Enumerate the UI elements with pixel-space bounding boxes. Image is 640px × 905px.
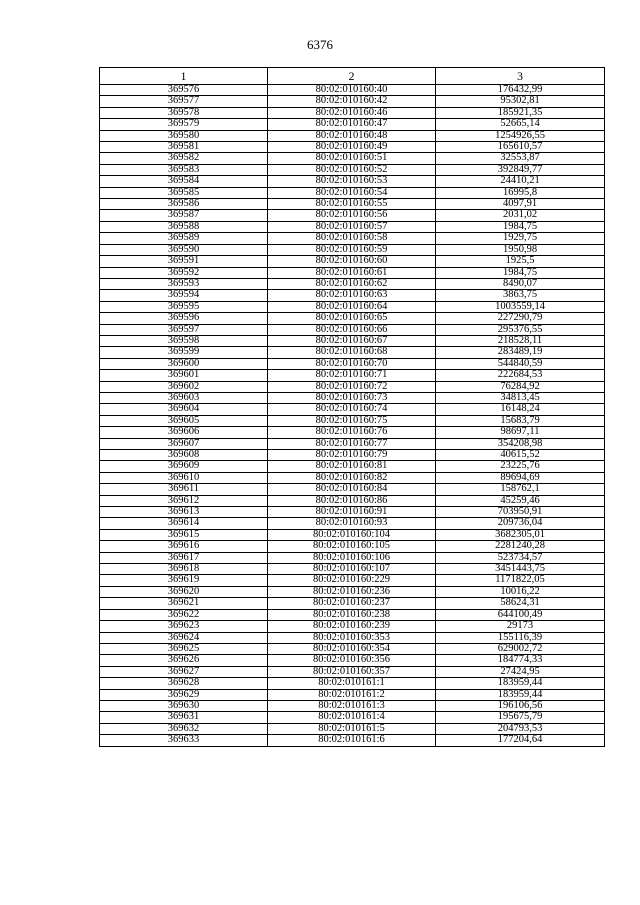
cadastral-number-cell: 80:02:010160:40 [268,85,436,96]
table-row [100,735,605,746]
table-row [100,643,605,654]
cadastral-number-cell: 80:02:010160:54 [268,187,436,198]
row-number-cell: 369597 [100,324,268,335]
table-row [100,164,605,175]
value-cell: 16148,24 [436,404,605,415]
cadastral-number-cell: 80:02:010160:75 [268,415,436,426]
value-cell: 8490,07 [436,278,605,289]
row-number-cell: 369628 [100,678,268,689]
table-row [100,221,605,232]
row-number-cell: 369598 [100,335,268,346]
row-number-cell: 369591 [100,256,268,267]
table-row [100,518,605,529]
row-number-cell: 369630 [100,700,268,711]
value-cell: 283489,19 [436,347,605,358]
value-cell: 1254926,55 [436,130,605,141]
value-cell: 23225,76 [436,461,605,472]
value-cell: 629002,72 [436,643,605,654]
cadastral-number-cell: 80:02:010160:238 [268,609,436,620]
value-cell: 1171822,05 [436,575,605,586]
column-header-2: 2 [268,68,436,85]
value-cell: 15683,79 [436,415,605,426]
cadastral-number-cell: 80:02:010160:58 [268,233,436,244]
row-number-cell: 369606 [100,427,268,438]
table-row [100,484,605,495]
cadastral-number-cell: 80:02:010160:107 [268,564,436,575]
table-row [100,324,605,335]
value-cell: 644100,49 [436,609,605,620]
row-number-cell: 369611 [100,484,268,495]
cadastral-number-cell: 80:02:010160:105 [268,541,436,552]
row-number-cell: 369626 [100,655,268,666]
registry-table [99,67,605,747]
table-row [100,358,605,369]
row-number-cell: 369603 [100,392,268,403]
value-cell: 177204,64 [436,735,605,746]
value-cell: 227290,79 [436,313,605,324]
table-header-row [100,68,605,85]
value-cell: 392849,77 [436,164,605,175]
cadastral-number-cell: 80:02:010161:2 [268,689,436,700]
table-row [100,176,605,187]
value-cell: 222684,53 [436,370,605,381]
table-row [100,495,605,506]
cadastral-number-cell: 80:02:010160:91 [268,507,436,518]
table-row [100,461,605,472]
value-cell: 1929,75 [436,233,605,244]
table-row [100,107,605,118]
value-cell: 196106,56 [436,700,605,711]
column-header-1: 1 [100,68,268,85]
cadastral-number-cell: 80:02:010160:74 [268,404,436,415]
value-cell: 1003559,14 [436,301,605,312]
cadastral-number-cell: 80:02:010160:239 [268,621,436,632]
column-header-3: 3 [436,68,605,85]
cadastral-number-cell: 80:02:010160:77 [268,438,436,449]
table-row [100,552,605,563]
row-number-cell: 369617 [100,552,268,563]
value-cell: 209736,04 [436,518,605,529]
table-row [100,199,605,210]
cadastral-number-cell: 80:02:010161:1 [268,678,436,689]
table-row [100,586,605,597]
row-number-cell: 369587 [100,210,268,221]
value-cell: 1925,5 [436,256,605,267]
table-row [100,153,605,164]
value-cell: 3682305,01 [436,529,605,540]
row-number-cell: 369618 [100,564,268,575]
value-cell: 95302,81 [436,96,605,107]
cadastral-number-cell: 80:02:010160:47 [268,119,436,130]
row-number-cell: 369631 [100,712,268,723]
table-row [100,678,605,689]
table-row [100,450,605,461]
row-number-cell: 369577 [100,96,268,107]
cadastral-number-cell: 80:02:010160:354 [268,643,436,654]
cadastral-number-cell: 80:02:010160:70 [268,358,436,369]
table-row [100,404,605,415]
row-number-cell: 369590 [100,244,268,255]
value-cell: 34813,45 [436,392,605,403]
cadastral-number-cell: 80:02:010160:84 [268,484,436,495]
cadastral-number-cell: 80:02:010160:81 [268,461,436,472]
value-cell: 3863,75 [436,290,605,301]
row-number-cell: 369599 [100,347,268,358]
value-cell: 703950,91 [436,507,605,518]
table-row [100,347,605,358]
cadastral-number-cell: 80:02:010160:68 [268,347,436,358]
table-row [100,666,605,677]
row-number-cell: 369586 [100,199,268,210]
table-row [100,723,605,734]
row-number-cell: 369583 [100,164,268,175]
row-number-cell: 369616 [100,541,268,552]
value-cell: 32553,87 [436,153,605,164]
table-row [100,507,605,518]
row-number-cell: 369601 [100,370,268,381]
row-number-cell: 369600 [100,358,268,369]
value-cell: 204793,53 [436,723,605,734]
table-row [100,609,605,620]
value-cell: 10016,22 [436,586,605,597]
value-cell: 158762,1 [436,484,605,495]
row-number-cell: 369613 [100,507,268,518]
cadastral-number-cell: 80:02:010160:63 [268,290,436,301]
row-number-cell: 369610 [100,472,268,483]
value-cell: 544840,59 [436,358,605,369]
cadastral-number-cell: 80:02:010160:93 [268,518,436,529]
cadastral-number-cell: 80:02:010160:66 [268,324,436,335]
value-cell: 29173 [436,621,605,632]
cadastral-number-cell: 80:02:010161:6 [268,735,436,746]
table-row [100,472,605,483]
row-number-cell: 369595 [100,301,268,312]
table-row [100,689,605,700]
value-cell: 195675,79 [436,712,605,723]
row-number-cell: 369578 [100,107,268,118]
cadastral-number-cell: 80:02:010161:5 [268,723,436,734]
cadastral-number-cell: 80:02:010160:42 [268,96,436,107]
cadastral-number-cell: 80:02:010160:55 [268,199,436,210]
cadastral-number-cell: 80:02:010160:56 [268,210,436,221]
value-cell: 58624,31 [436,598,605,609]
table-row [100,564,605,575]
cadastral-number-cell: 80:02:010160:357 [268,666,436,677]
value-cell: 2281240,28 [436,541,605,552]
row-number-cell: 369627 [100,666,268,677]
value-cell: 1984,75 [436,221,605,232]
table-row [100,438,605,449]
row-number-cell: 369588 [100,221,268,232]
row-number-cell: 369622 [100,609,268,620]
table-row [100,187,605,198]
table-row [100,575,605,586]
value-cell: 1984,75 [436,267,605,278]
value-cell: 183959,44 [436,689,605,700]
cadastral-number-cell: 80:02:010160:71 [268,370,436,381]
table-row [100,529,605,540]
cadastral-number-cell: 80:02:010160:86 [268,495,436,506]
table-row [100,381,605,392]
table-row [100,415,605,426]
row-number-cell: 369609 [100,461,268,472]
cadastral-number-cell: 80:02:010160:106 [268,552,436,563]
row-number-cell: 369614 [100,518,268,529]
row-number-cell: 369632 [100,723,268,734]
cadastral-number-cell: 80:02:010160:104 [268,529,436,540]
cadastral-number-cell: 80:02:010160:60 [268,256,436,267]
row-number-cell: 369624 [100,632,268,643]
value-cell: 184774,33 [436,655,605,666]
table-row [100,301,605,312]
value-cell: 24410,21 [436,176,605,187]
row-number-cell: 369582 [100,153,268,164]
value-cell: 4097,91 [436,199,605,210]
cadastral-number-cell: 80:02:010160:356 [268,655,436,666]
table-row [100,598,605,609]
table-row [100,427,605,438]
row-number-cell: 369619 [100,575,268,586]
value-cell: 183959,44 [436,678,605,689]
row-number-cell: 369589 [100,233,268,244]
row-number-cell: 369580 [100,130,268,141]
value-cell: 40615,52 [436,450,605,461]
value-cell: 2031,02 [436,210,605,221]
row-number-cell: 369596 [100,313,268,324]
row-number-cell: 369625 [100,643,268,654]
cadastral-number-cell: 80:02:010160:73 [268,392,436,403]
row-number-cell: 369623 [100,621,268,632]
table-row [100,267,605,278]
cadastral-number-cell: 80:02:010160:53 [268,176,436,187]
row-number-cell: 369620 [100,586,268,597]
value-cell: 354208,98 [436,438,605,449]
row-number-cell: 369608 [100,450,268,461]
value-cell: 523734,57 [436,552,605,563]
table-row [100,621,605,632]
page-number: 6376 [307,37,333,52]
row-number-cell: 369629 [100,689,268,700]
row-number-cell: 369594 [100,290,268,301]
table-row [100,700,605,711]
value-cell: 3451443,75 [436,564,605,575]
row-number-cell: 369615 [100,529,268,540]
value-cell: 16995,8 [436,187,605,198]
cadastral-number-cell: 80:02:010160:353 [268,632,436,643]
cadastral-number-cell: 80:02:010160:82 [268,472,436,483]
value-cell: 295376,55 [436,324,605,335]
table-row [100,370,605,381]
value-cell: 155116,39 [436,632,605,643]
row-number-cell: 369612 [100,495,268,506]
row-number-cell: 369576 [100,85,268,96]
table-row [100,119,605,130]
cadastral-number-cell: 80:02:010160:51 [268,153,436,164]
cadastral-number-cell: 80:02:010160:76 [268,427,436,438]
table-row [100,233,605,244]
row-number-cell: 369581 [100,142,268,153]
table-row [100,85,605,96]
cadastral-number-cell: 80:02:010160:57 [268,221,436,232]
table-row [100,632,605,643]
table-row [100,244,605,255]
row-number-cell: 369593 [100,278,268,289]
table-row [100,313,605,324]
table-row [100,278,605,289]
value-cell: 218528,11 [436,335,605,346]
table-row [100,712,605,723]
table-row [100,130,605,141]
row-number-cell: 369621 [100,598,268,609]
cadastral-number-cell: 80:02:010160:48 [268,130,436,141]
row-number-cell: 369585 [100,187,268,198]
row-number-cell: 369584 [100,176,268,187]
value-cell: 165610,57 [436,142,605,153]
cadastral-number-cell: 80:02:010160:64 [268,301,436,312]
value-cell: 176432,99 [436,85,605,96]
value-cell: 27424,95 [436,666,605,677]
row-number-cell: 369604 [100,404,268,415]
table-row [100,210,605,221]
cadastral-number-cell: 80:02:010160:229 [268,575,436,586]
cadastral-number-cell: 80:02:010160:49 [268,142,436,153]
cadastral-number-cell: 80:02:010160:59 [268,244,436,255]
cadastral-number-cell: 80:02:010160:61 [268,267,436,278]
cadastral-number-cell: 80:02:010160:46 [268,107,436,118]
value-cell: 98697,11 [436,427,605,438]
row-number-cell: 369605 [100,415,268,426]
cadastral-number-cell: 80:02:010161:3 [268,700,436,711]
value-cell: 76284,92 [436,381,605,392]
table-row [100,96,605,107]
row-number-cell: 369602 [100,381,268,392]
table-row [100,335,605,346]
cadastral-number-cell: 80:02:010161:4 [268,712,436,723]
cadastral-number-cell: 80:02:010160:67 [268,335,436,346]
row-number-cell: 369633 [100,735,268,746]
cadastral-number-cell: 80:02:010160:72 [268,381,436,392]
value-cell: 89694,69 [436,472,605,483]
table-row [100,290,605,301]
table-row [100,541,605,552]
table-row [100,392,605,403]
value-cell: 1950,98 [436,244,605,255]
table-row [100,655,605,666]
cadastral-number-cell: 80:02:010160:62 [268,278,436,289]
value-cell: 45259,46 [436,495,605,506]
value-cell: 52665,14 [436,119,605,130]
cadastral-number-cell: 80:02:010160:236 [268,586,436,597]
cadastral-number-cell: 80:02:010160:65 [268,313,436,324]
value-cell: 185921,35 [436,107,605,118]
cadastral-number-cell: 80:02:010160:52 [268,164,436,175]
row-number-cell: 369592 [100,267,268,278]
row-number-cell: 369579 [100,119,268,130]
cadastral-number-cell: 80:02:010160:237 [268,598,436,609]
table-row [100,256,605,267]
table-row [100,142,605,153]
row-number-cell: 369607 [100,438,268,449]
table-body [100,85,605,747]
cadastral-number-cell: 80:02:010160:79 [268,450,436,461]
